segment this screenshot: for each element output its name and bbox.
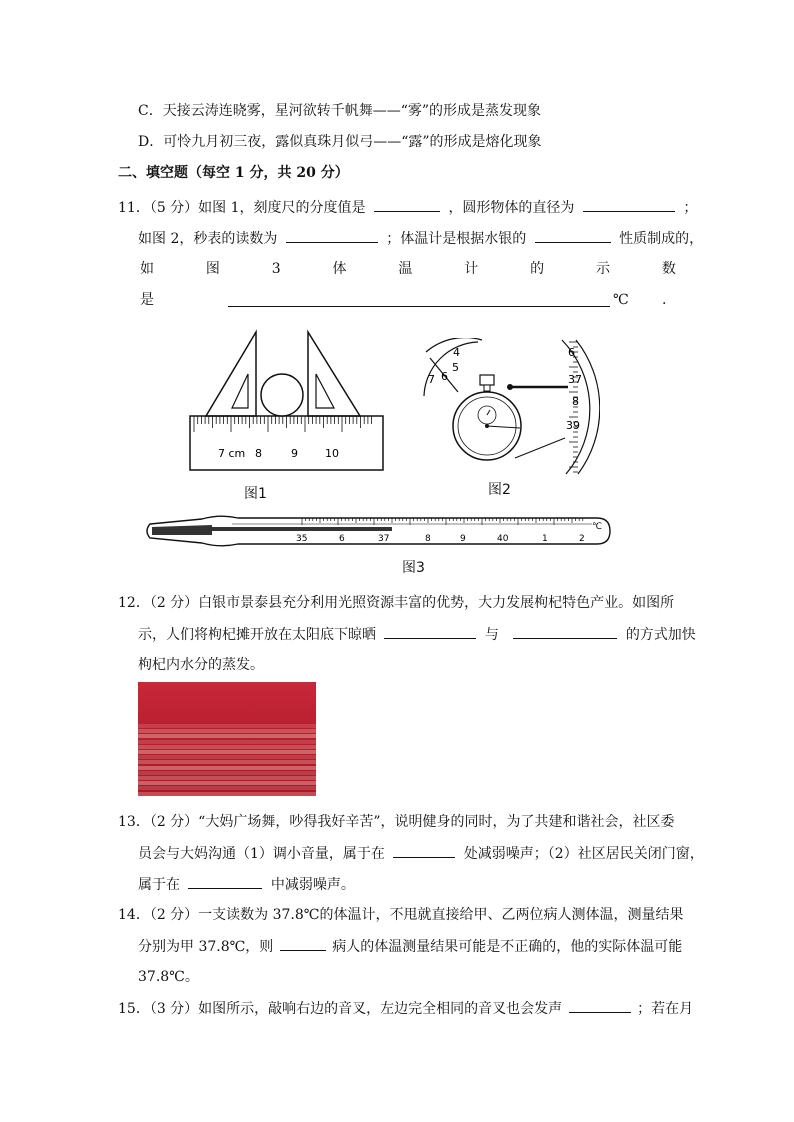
q13-blank-1[interactable] bbox=[393, 843, 455, 858]
q11-period: . bbox=[662, 292, 667, 308]
q12-text-2c: 的方式加快 bbox=[625, 627, 696, 643]
figure-1-ruler bbox=[188, 324, 388, 474]
q11-line1 bbox=[118, 197, 697, 218]
thermo-label: 1 bbox=[542, 534, 548, 544]
q13-text-3b: 中减弱噪声。 bbox=[270, 877, 355, 893]
thermo-label: 6 bbox=[339, 534, 345, 544]
q12-line3: 枸杞内水分的蒸发。 bbox=[138, 657, 264, 673]
section-heading: 二、填空题（每空 1 分，共 20 分） bbox=[118, 165, 349, 181]
ruler-label: 7 cm bbox=[218, 447, 246, 460]
q14-text-2a: 分别为甲 37.8℃，则 bbox=[138, 939, 274, 955]
thermo-label: 35 bbox=[296, 534, 308, 544]
ruler-label: 9 bbox=[291, 447, 298, 460]
photo-stripe bbox=[138, 745, 316, 749]
ruler-label: 10 bbox=[325, 447, 339, 460]
q11-text-6: 性质制成的， bbox=[619, 231, 704, 247]
photo-stripe bbox=[138, 766, 316, 770]
q11-text-4: 如图 2，秒表的读数为 bbox=[138, 231, 278, 247]
thermo-label: 9 bbox=[460, 534, 466, 544]
photo-stripe bbox=[138, 755, 316, 759]
q11-char: 计 bbox=[464, 261, 479, 277]
q12-text-2b: 与 bbox=[484, 627, 499, 643]
q11-blank-1[interactable] bbox=[374, 197, 440, 212]
dial-label: 6 bbox=[441, 370, 448, 383]
q15-blank-1[interactable] bbox=[569, 998, 631, 1013]
q11-blank-4[interactable] bbox=[535, 228, 611, 243]
q11-line4-start: 是 bbox=[140, 292, 154, 308]
photo-stripe bbox=[138, 760, 316, 764]
q14-text-2b: 病人的体温测量结果可能是不正确的，他的实际体温可能 bbox=[332, 939, 683, 955]
q11-blank-2[interactable] bbox=[583, 197, 675, 212]
q11-blank-5[interactable] bbox=[228, 292, 610, 307]
photo-stripe bbox=[138, 786, 316, 790]
q12-blank-2[interactable] bbox=[513, 624, 617, 639]
thermo-label: 2 bbox=[579, 534, 585, 544]
q11-line3 bbox=[140, 259, 676, 279]
q15-text-1b: ；若在月 bbox=[637, 1001, 694, 1017]
photo-stripe bbox=[138, 776, 316, 780]
option-c: C．天接云涛连晓雾，星河欲转千帆舞——“雾”的形成是蒸发现象 bbox=[138, 103, 542, 119]
photo-stripe bbox=[138, 781, 316, 785]
q13-text-3a: 属于在 bbox=[138, 877, 180, 893]
q12-line2 bbox=[138, 624, 696, 645]
fig1-caption: 图1 bbox=[244, 486, 267, 502]
q11-unit: ℃ bbox=[613, 292, 629, 308]
fig3-caption: 图3 bbox=[402, 560, 425, 576]
ruler-label: 8 bbox=[255, 447, 262, 460]
photo-stripe bbox=[138, 750, 316, 754]
thermo-label: 40 bbox=[497, 534, 509, 544]
q14-line2 bbox=[138, 936, 682, 957]
q13-blank-2[interactable] bbox=[188, 874, 262, 889]
q11-text-5: ；体温计是根据水银的 bbox=[386, 231, 527, 247]
dial-label: 8 bbox=[572, 395, 579, 408]
q12-line1: 12．（2 分）白银市景泰县充分利用光照资源丰富的优势，大力发展枸杞特色产业。如图所 bbox=[118, 595, 675, 611]
option-d: D．可怜九月初三夜，露似真珠月似弓——“露”的形成是熔化现象 bbox=[138, 134, 542, 150]
dial-label: 7 bbox=[428, 373, 435, 386]
q11-char: 温 bbox=[398, 261, 413, 277]
q15-line1 bbox=[118, 998, 693, 1019]
q11-text-2: ，圆形物体的直径为 bbox=[448, 200, 575, 216]
q12-blank-1[interactable] bbox=[384, 624, 476, 639]
dial-label: 4 bbox=[453, 346, 460, 359]
q15-text-1a: 15．（3 分）如图所示，敲响右边的音叉，左边完全相同的音叉也会发声 bbox=[118, 1001, 563, 1017]
thermo-unit: ℃ bbox=[592, 522, 603, 532]
dial-label: 6 bbox=[568, 346, 575, 359]
q14-line1: 14．（2 分）一支读数为 37.8℃的体温计，不甩就直接给甲、乙两位病人测体温，测量结果 bbox=[118, 907, 684, 923]
q11-char: 图 bbox=[205, 261, 220, 277]
q12-text-2a: 示，人们将枸杞摊开放在太阳底下晾晒 bbox=[138, 627, 376, 643]
q11-text-3: ； bbox=[683, 200, 698, 216]
q13-text-2b: 处减弱噪声；（2）社区居民关闭门窗， bbox=[463, 846, 704, 862]
dial-label: 5 bbox=[452, 361, 459, 374]
figure-3-thermometer bbox=[142, 510, 614, 552]
photo-stripe bbox=[138, 729, 316, 733]
photo-stripe bbox=[138, 724, 316, 728]
photo-stripe bbox=[138, 771, 316, 775]
q13-text-2a: 员会与大妈沟通（1）调小音量，属于在 bbox=[138, 846, 385, 862]
q11-char: 数 bbox=[661, 261, 676, 277]
fig2-caption: 图2 bbox=[488, 482, 511, 498]
dial-label: 37 bbox=[568, 373, 582, 386]
q11-char: 体 bbox=[332, 261, 347, 277]
q11-blank-3[interactable] bbox=[286, 228, 378, 243]
q13-line1: 13．（2 分）“大妈广场舞，吵得我好辛苦”，说明健身的同时，为了共建和谐社会，社区委 bbox=[118, 814, 675, 830]
figure-2-stopwatch bbox=[420, 338, 600, 478]
q11-char: 的 bbox=[530, 261, 545, 277]
q11-char: 如 bbox=[140, 261, 154, 277]
photo-stripe bbox=[138, 734, 316, 738]
q13-line3 bbox=[138, 874, 355, 895]
q14-line3: 37.8℃。 bbox=[138, 969, 199, 985]
photo-stripe bbox=[138, 740, 316, 744]
q13-line2 bbox=[138, 843, 704, 864]
q11-char: 示 bbox=[596, 261, 611, 277]
photo-stripe bbox=[138, 792, 316, 796]
q11-text-1: 11．（5 分）如图 1，刻度尺的分度值是 bbox=[118, 200, 366, 216]
q11-line2 bbox=[138, 228, 703, 249]
thermo-label: 8 bbox=[425, 534, 431, 544]
thermo-label: 37 bbox=[378, 534, 390, 544]
goji-drying-photo bbox=[138, 682, 316, 796]
q14-blank-1[interactable] bbox=[280, 936, 326, 951]
dial-label: 39 bbox=[566, 419, 580, 432]
q11-char: 3 bbox=[271, 261, 281, 277]
